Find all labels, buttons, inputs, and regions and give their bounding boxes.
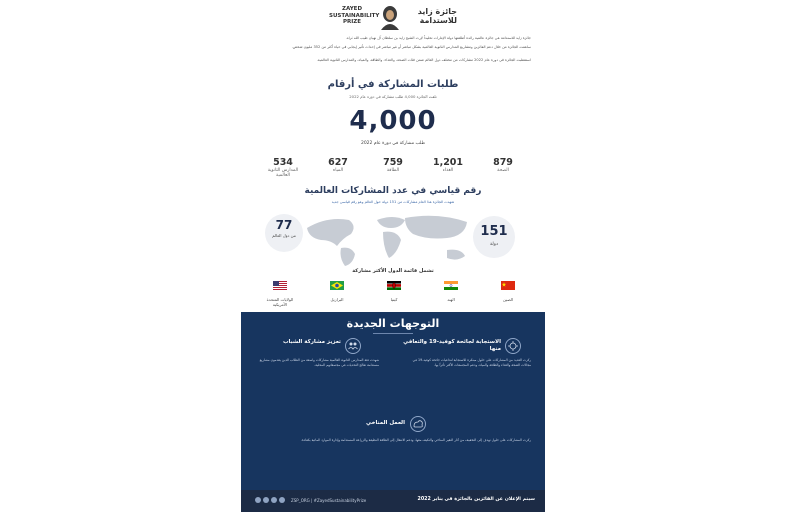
kenya-flag-icon	[387, 281, 401, 290]
first-time-label: من دول العالم	[272, 233, 296, 238]
stat-energy	[373, 157, 413, 178]
stat-health	[483, 157, 523, 178]
countries-count: 151	[480, 224, 508, 239]
youth-title: تعزيز مشاركة الشباب	[282, 339, 341, 345]
facebook-icon[interactable]	[263, 497, 269, 503]
world-map-icon	[297, 210, 489, 268]
country-name: الهند	[447, 297, 455, 302]
usa-flag-icon	[273, 281, 287, 290]
country-kenya	[375, 278, 413, 307]
stat-value: 879	[493, 157, 513, 168]
stat-schools	[263, 157, 303, 178]
stat-label: الغذاء	[442, 168, 454, 173]
record-subtitle: شهدت الجائزة هذا العام مشاركات من 151 دولة حول العالم وهو رقم قياسي جديد	[331, 200, 455, 204]
infographic-page	[241, 0, 545, 512]
first-time-count: 77	[275, 218, 293, 232]
country-brazil	[318, 278, 356, 307]
total-applications-label: طلب مشاركة في دورة عام 2022	[360, 141, 426, 146]
twitter-icon[interactable]	[271, 497, 277, 503]
china-flag-icon	[501, 281, 515, 290]
top-countries-list	[261, 278, 527, 307]
logo-arabic: جائزة زايد للاستدامة	[417, 7, 457, 25]
intro-paragraph-3: استقطبت الجائزة في دورة عام 2022 مشاركات من مختلف دول العالم ضمن فئات الصحة، والغذاء، والطاقة، والمياه، والمدارس الثانوية العالمية.	[316, 58, 531, 62]
footer-bar	[241, 490, 545, 512]
top-countries-title: تشمل قائمة الدول الأكثر مشاركة	[352, 268, 434, 274]
stat-label: الطاقة	[386, 168, 400, 173]
category-stats	[263, 157, 523, 178]
logo-english: ZAYED SUSTAINABILITY PRIZE	[329, 6, 380, 25]
stat-label: المدارس الثانوية العالمية	[267, 168, 299, 178]
portrait-icon	[379, 4, 401, 30]
india-flag-icon	[444, 281, 458, 290]
social-handle: ZSP_ORG | #ZayedSustainabilityPrize	[291, 498, 367, 503]
country-name: الولايات المتحدة الأمريكية	[266, 297, 294, 307]
climate-title: العمل المناخي	[365, 420, 405, 426]
stat-water	[318, 157, 358, 178]
prize-logo	[329, 4, 457, 32]
youth-people-icon	[345, 338, 361, 354]
covid-virus-icon	[505, 338, 521, 354]
country-name: البرازيل	[330, 297, 344, 302]
participation-title: طلبات المشاركة في أرقام	[327, 79, 459, 90]
country-name: كينيا	[390, 297, 398, 302]
winners-announcement: سيتم الإعلان عن الفائزين بالجائزة في يناير 2022	[417, 497, 535, 502]
covid-text: ركزت العديد من المشاركات على حلول مبتكرة للاستجابة لتداعيات جائحة كوفيد-19 في مجالات الصحة والغذاء والطاقة والمياه، ودعم المجتمعات الأكثر تأثراً بها.	[412, 358, 531, 367]
covid-title: الاستجابة لجائحة كوفيد-19 والتعافي منها	[403, 339, 501, 352]
stat-value: 759	[383, 157, 403, 168]
country-usa	[261, 278, 299, 307]
trends-title: التوجهات الجديدة	[241, 317, 545, 334]
stat-value: 534	[273, 157, 293, 168]
total-applications: 4,000	[349, 106, 437, 136]
brazil-flag-icon	[330, 281, 344, 290]
intro-paragraph-2: ساهمت الجائزة من خلال دعم الفائزين ومشاريع المدارس الثانوية العالمية بشكل مباشر أو غير مباشر في إحداث تأثير إيجابي في حياة أكثر من 352 مليون شخص.	[291, 45, 531, 49]
youth-text: شهدت فئة المدارس الثانوية العالمية مشاركات واسعة من الطلاب الذين يقدمون مشاريع مستدامة تعالج التحديات في مجتمعاتهم المحلية.	[259, 358, 379, 367]
record-title: رقم قياسي في عدد المشاركات العالمية	[304, 186, 482, 196]
country-china	[489, 278, 527, 307]
country-name: الصين	[502, 297, 514, 302]
climate-icon	[410, 416, 426, 432]
stat-value: 627	[328, 157, 348, 168]
country-india	[432, 278, 470, 307]
participation-subtitle: تلقت الجائزة 4,000 طلب مشاركة في دورة عام 2022	[349, 94, 437, 99]
stat-value: 1,201	[432, 157, 464, 168]
intro-paragraph-1: جائزة زايد للاستدامة هي جائزة عالمية رائدة أطلقتها دولة الإمارات تخليداً لإرث الشيخ زايد بن سلطان آل نهيان طيب الله ثراه.	[345, 36, 531, 40]
stat-food	[428, 157, 468, 178]
stat-label: المياه	[332, 168, 344, 173]
new-trends-section	[241, 312, 545, 490]
instagram-icon[interactable]	[255, 497, 261, 503]
climate-text: ركزت المشاركات على حلول تهدف إلى التخفيف من آثار التغير المناخي والتكيف معها، ودعم الانتقال إلى الطاقة النظيفة والزراعة المستدامة وإدارة الموارد المائية بكفاءة.	[300, 438, 531, 442]
countries-label: دولة	[490, 242, 498, 247]
youtube-icon[interactable]	[279, 497, 285, 503]
stat-label: الصحة	[497, 168, 509, 173]
social-icons	[255, 497, 285, 503]
